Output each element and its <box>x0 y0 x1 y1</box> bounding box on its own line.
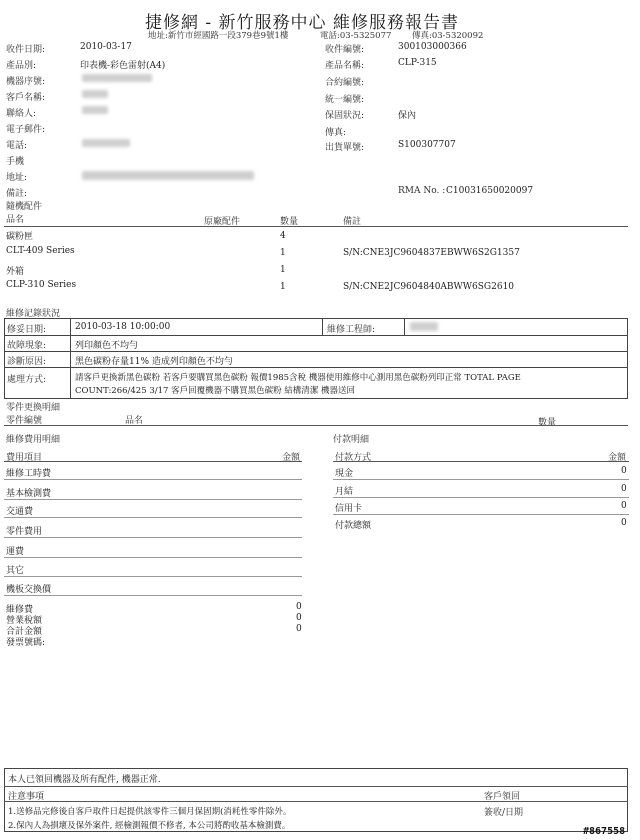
sign-date: 簽收/日期 <box>484 808 524 818</box>
serial-label: 機器序號: <box>6 77 46 87</box>
fee-item: 零件費用 <box>6 527 43 537</box>
diagnosis-label: 診斷原因: <box>7 357 47 367</box>
payment-title: 付款明細 <box>333 435 370 445</box>
symptom-value: 列印顏色不均勻 <box>75 341 139 351</box>
payment-amount: 0 <box>621 501 627 511</box>
fee-summary-value: 0 <box>296 613 302 623</box>
payment-col-method: 付款方式 <box>335 453 372 463</box>
receipt-no-label: 收件編號: <box>325 45 365 55</box>
service-phone: 電話:03-5325077 <box>320 31 392 41</box>
fees-col-amount: 金額 <box>282 453 301 463</box>
rma-value: C10031650020097 <box>446 186 534 196</box>
engineer-label: 維修工程師: <box>327 325 376 335</box>
treatment-line-1: 請客戶更換新黑色碳粉 若客戶要購買黑色碳粉 報價1985含稅 機器使用維修中心測用黑色碳粉列印正常 TOTAL PAGE <box>75 373 521 383</box>
received-date-label: 收件日期: <box>6 45 46 55</box>
acc-row-name: 外箱 <box>6 267 25 277</box>
acc-row-name: CLP-310 Series <box>6 280 77 290</box>
email-label: 電子郵件: <box>6 125 46 135</box>
fee-summary-label: 營業稅額 <box>6 616 43 626</box>
acc-row-qty: 4 <box>280 231 286 241</box>
redacted-address <box>82 171 254 180</box>
address-label: 地址: <box>6 173 28 183</box>
category-label: 產品別: <box>6 61 37 71</box>
fee-summary-value: 0 <box>296 624 302 634</box>
fee-item: 其它 <box>6 566 25 576</box>
notes-title: 注意事項 <box>8 792 45 802</box>
shipment-label: 出貨單號: <box>325 143 365 153</box>
diagnosis-value: 黑色碳粉存量11% 造成列印顏色不均勻 <box>75 357 233 367</box>
fee-item: 基本檢測費 <box>6 489 52 499</box>
acc-row-remark: S/N:CNE2JC9604840ABWW6SG2610 <box>343 282 515 292</box>
parts-col-name: 品名 <box>125 416 144 426</box>
warranty-label: 保固狀況: <box>325 111 365 121</box>
report-title: 捷修網 - 新竹服務中心 維修服務報告書 <box>145 13 459 33</box>
service-address: 地址:新竹市經國路一段379巷9號1樓 <box>148 31 289 41</box>
watermark-id: #867558 <box>583 826 626 837</box>
acc-row-remark: S/N:CNE3JC9604837EBWW6S2G1357 <box>343 248 520 258</box>
fees-title: 維修費用明細 <box>6 435 61 445</box>
acc-col-qty: 數量 <box>280 217 299 227</box>
parts-col-qty: 數量 <box>538 418 557 428</box>
receipt-no: 300103000366 <box>398 42 467 52</box>
payment-method: 信用卡 <box>335 504 363 514</box>
customer-pickup: 客戶領回 <box>484 792 521 802</box>
shipment-value: S100307707 <box>398 140 456 150</box>
service-fax: 傳真:03-5320092 <box>412 31 484 41</box>
acc-col-remark: 備註 <box>343 217 362 227</box>
redacted-serial <box>82 74 152 82</box>
rma-label: RMA No. : <box>398 186 446 196</box>
redacted-phone <box>82 139 130 147</box>
phone-label: 電話: <box>6 141 28 151</box>
treatment-label: 處理方式: <box>7 375 47 385</box>
redacted-contact <box>82 106 108 114</box>
note-2: 2.保內人為損壞及保外案件, 經檢測報價不修者, 本公司將酌收基本檢測費。 <box>8 821 291 831</box>
tax-id-label: 統一編號: <box>325 95 365 105</box>
payment-total-value: 0 <box>621 518 627 528</box>
acc-row-name: CLT-409 Series <box>6 246 75 256</box>
parts-title: 零件更換明細 <box>6 403 61 413</box>
fee-item: 運費 <box>6 547 25 557</box>
payment-amount: 0 <box>621 466 627 476</box>
fee-summary-label: 維修費 <box>6 605 34 615</box>
invoice-label: 發票號碼: <box>6 638 46 648</box>
mobile-label: 手機 <box>6 157 25 167</box>
acc-row-qty: 1 <box>280 265 286 275</box>
payment-method: 月結 <box>335 487 354 497</box>
accessories-divider <box>4 226 628 227</box>
redacted-customer <box>82 90 108 98</box>
fax-label: 傳真: <box>325 128 347 138</box>
payment-amount: 0 <box>621 484 627 494</box>
symptom-label: 故障現象: <box>7 341 47 351</box>
accessories-title: 隨機配件 <box>6 202 43 212</box>
redacted-engineer <box>410 322 438 331</box>
repair-record-title: 維修記錄狀況 <box>6 309 61 319</box>
treatment-line-2: COUNT:266/425 3/17 客戶回覆機器不購買黑色碳粉 結構清潔 機器送回 <box>75 386 356 396</box>
acc-row-name: 碳粉匣 <box>6 232 34 242</box>
acc-col-name: 品名 <box>6 215 25 225</box>
parts-divider <box>4 425 628 426</box>
acc-row-qty: 1 <box>280 248 286 258</box>
acc-row-qty: 1 <box>280 282 286 292</box>
payment-total-label: 付款總額 <box>335 521 372 531</box>
category-value: 印表機-彩色雷射(A4) <box>80 61 166 71</box>
warranty-value: 保內 <box>398 111 417 121</box>
fee-item: 維修工時費 <box>6 469 52 479</box>
product-label: 產品名稱: <box>325 61 365 71</box>
fees-col-item: 費用項目 <box>6 453 43 463</box>
fee-summary-value: 0 <box>296 602 302 612</box>
payment-method: 現金 <box>335 469 354 479</box>
repair-date: 2010-03-18 10:00:00 <box>75 322 171 332</box>
fee-summary-label: 合計金額 <box>6 627 43 637</box>
note-1: 1.送修品完修後自客戶取件日起提供該零件三個月保固期(消耗性零件除外。 <box>8 807 292 817</box>
payment-col-amount: 金額 <box>608 453 627 463</box>
fee-item: 機板交換價 <box>6 585 52 595</box>
fee-item: 交通費 <box>6 507 34 517</box>
customer-label: 客戶名稱: <box>6 93 46 103</box>
contract-label: 合約編號: <box>325 78 365 88</box>
parts-col-part-no: 零件編號 <box>6 416 43 426</box>
product-value: CLP-315 <box>398 58 437 68</box>
repair-date-label: 修妥日期: <box>7 325 47 335</box>
received-date: 2010-03-17 <box>80 42 132 52</box>
acknowledgement: 本人已領回機器及所有配件, 機器正常. <box>8 775 161 785</box>
acc-col-original: 原廠配件 <box>204 217 241 227</box>
contact-label: 聯絡人: <box>6 109 37 119</box>
remark-label: 備註: <box>6 189 28 199</box>
